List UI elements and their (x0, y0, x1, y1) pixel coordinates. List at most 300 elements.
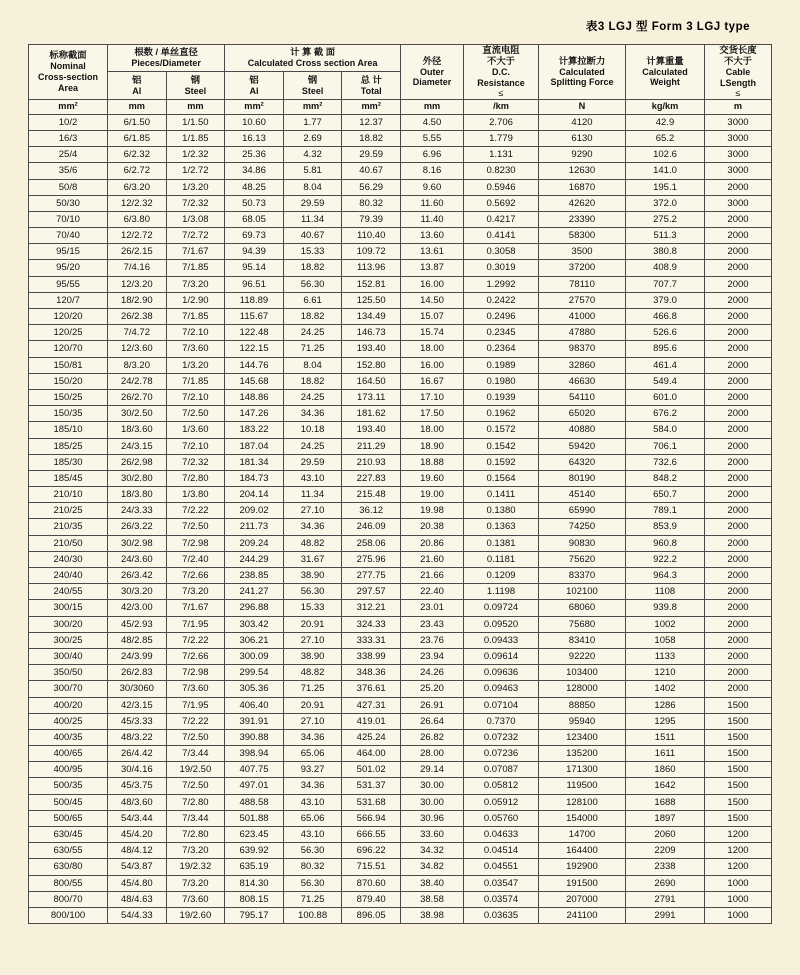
table-cell: 185/10 (29, 422, 108, 438)
table-cell: 814.30 (225, 875, 284, 891)
table-cell: 65.06 (283, 746, 342, 762)
table-cell: 33.60 (401, 827, 464, 843)
table-cell: 43.10 (283, 470, 342, 486)
table-cell: 1511 (626, 729, 705, 745)
table-cell: 95/20 (29, 260, 108, 276)
table-cell: 7/3.60 (166, 681, 225, 697)
table-cell: 800/70 (29, 891, 108, 907)
table-cell: 258.06 (342, 535, 401, 551)
table-cell: 102100 (539, 584, 626, 600)
table-cell: 500/65 (29, 810, 108, 826)
table-cell: 7/3.20 (166, 875, 225, 891)
table-cell: 40880 (539, 422, 626, 438)
table-cell: 30.96 (401, 810, 464, 826)
table-cell: 2000 (705, 535, 772, 551)
table-cell: 48/3.60 (108, 794, 167, 810)
table-cell: 30/2.80 (108, 470, 167, 486)
table-cell: 732.6 (626, 454, 705, 470)
table-cell: 95.14 (225, 260, 284, 276)
table-row (29, 778, 772, 794)
table-cell: 150/81 (29, 357, 108, 373)
table-cell: 0.4141 (464, 228, 539, 244)
table-cell: 30/2.98 (108, 535, 167, 551)
table-cell: 0.8230 (464, 163, 539, 179)
table-cell: 95940 (539, 713, 626, 729)
table-cell: 183.22 (225, 422, 284, 438)
unit-cable-length: m (705, 99, 772, 114)
table-cell: 6/1.85 (108, 130, 167, 146)
table-cell: 800/100 (29, 907, 108, 923)
table-cell: 38.90 (283, 648, 342, 664)
table-cell: 11.34 (283, 211, 342, 227)
table-cell: 113.96 (342, 260, 401, 276)
table-cell: 2000 (705, 487, 772, 503)
table-cell: 56.30 (283, 875, 342, 891)
table-cell: 408.9 (626, 260, 705, 276)
table-cell: 19.00 (401, 487, 464, 503)
table-cell: 244.29 (225, 551, 284, 567)
table-cell: 45140 (539, 487, 626, 503)
table-cell: 18.00 (401, 422, 464, 438)
table-cell: 40.67 (283, 228, 342, 244)
table-cell: 2.69 (283, 130, 342, 146)
table-cell: 427.31 (342, 697, 401, 713)
table-cell: 2000 (705, 632, 772, 648)
table-cell: 164400 (539, 843, 626, 859)
table-cell: 7/2.66 (166, 648, 225, 664)
table-cell: 1500 (705, 697, 772, 713)
table-cell: 20.38 (401, 519, 464, 535)
table-cell: 88850 (539, 697, 626, 713)
table-cell: 2338 (626, 859, 705, 875)
table-cell: 6.96 (401, 147, 464, 163)
table-cell: 38.40 (401, 875, 464, 891)
table-cell: 7/2.80 (166, 794, 225, 810)
table-cell: 2000 (705, 357, 772, 373)
table-cell: 501.88 (225, 810, 284, 826)
table-cell: 240/30 (29, 551, 108, 567)
header-area-al: 铝 Al (225, 72, 284, 99)
table-cell: 10/2 (29, 114, 108, 130)
table-cell: 9290 (539, 147, 626, 163)
table-cell: 65.06 (283, 810, 342, 826)
table-cell: 210/50 (29, 535, 108, 551)
table-cell: 1897 (626, 810, 705, 826)
table-cell: 0.2496 (464, 309, 539, 325)
table-cell: 26.64 (401, 713, 464, 729)
table-cell: 7/2.32 (166, 195, 225, 211)
table-cell: 241100 (539, 907, 626, 923)
table-cell: 34.32 (401, 843, 464, 859)
table-cell: 65020 (539, 406, 626, 422)
table-cell: 185/45 (29, 470, 108, 486)
table-row (29, 147, 772, 163)
table-cell: 0.07104 (464, 697, 539, 713)
table-cell: 488.58 (225, 794, 284, 810)
unit-area-al: mm² (225, 99, 284, 114)
table-row (29, 600, 772, 616)
table-cell: 305.36 (225, 681, 284, 697)
table-cell: 150/25 (29, 389, 108, 405)
unit-area-steel: mm² (283, 99, 342, 114)
table-cell: 148.86 (225, 389, 284, 405)
table-cell: 7/3.44 (166, 810, 225, 826)
table-cell: 22.40 (401, 584, 464, 600)
table-cell: 1/3.20 (166, 179, 225, 195)
table-cell: 3000 (705, 147, 772, 163)
table-row (29, 891, 772, 907)
table-cell: 16.13 (225, 130, 284, 146)
table-cell: 0.09614 (464, 648, 539, 664)
table-cell: 3000 (705, 114, 772, 130)
table-cell: 2000 (705, 519, 772, 535)
table-cell: 48/2.85 (108, 632, 167, 648)
table-body (29, 114, 772, 923)
table-cell: 464.00 (342, 746, 401, 762)
table-cell: 1/2.72 (166, 163, 225, 179)
table-cell: 2000 (705, 211, 772, 227)
table-cell: 584.0 (626, 422, 705, 438)
table-cell: 56.30 (283, 276, 342, 292)
table-cell: 75680 (539, 616, 626, 632)
table-cell: 0.1962 (464, 406, 539, 422)
table-cell: 18.82 (283, 373, 342, 389)
table-cell: 895.6 (626, 341, 705, 357)
table-cell: 0.1980 (464, 373, 539, 389)
table-cell: 210/10 (29, 487, 108, 503)
table-cell: 2000 (705, 373, 772, 389)
table-cell: 26/2.98 (108, 454, 167, 470)
table-cell: 0.1181 (464, 551, 539, 567)
table-cell: 181.62 (342, 406, 401, 422)
table-cell: 1500 (705, 762, 772, 778)
table-cell: 7/2.10 (166, 389, 225, 405)
table-cell: 18.88 (401, 454, 464, 470)
table-cell: 400/35 (29, 729, 108, 745)
table-cell: 2000 (705, 438, 772, 454)
table-cell: 1286 (626, 697, 705, 713)
table-cell: 2000 (705, 600, 772, 616)
table-cell: 8.16 (401, 163, 464, 179)
table-row (29, 713, 772, 729)
table-cell: 2000 (705, 551, 772, 567)
table-cell: 400/25 (29, 713, 108, 729)
table-cell: 466.8 (626, 309, 705, 325)
table-cell: 2690 (626, 875, 705, 891)
table-cell: 3000 (705, 163, 772, 179)
table-cell: 7/3.60 (166, 891, 225, 907)
table-cell: 185/25 (29, 438, 108, 454)
table-cell: 209.24 (225, 535, 284, 551)
table-cell: 18.90 (401, 438, 464, 454)
table-cell: 795.17 (225, 907, 284, 923)
table-cell: 42/3.00 (108, 600, 167, 616)
table-cell: 1/3.08 (166, 211, 225, 227)
table-cell: 0.09636 (464, 665, 539, 681)
table-row (29, 827, 772, 843)
table-cell: 24.25 (283, 325, 342, 341)
table-cell: 191500 (539, 875, 626, 891)
table-cell: 48/4.12 (108, 843, 167, 859)
table-row (29, 438, 772, 454)
table-cell: 120/70 (29, 341, 108, 357)
table-cell: 45/3.33 (108, 713, 167, 729)
table-cell: 71.25 (283, 891, 342, 907)
table-cell: 707.7 (626, 276, 705, 292)
table-cell: 306.21 (225, 632, 284, 648)
table-cell: 4.32 (283, 147, 342, 163)
table-cell: 123400 (539, 729, 626, 745)
unit-outer-diameter: mm (401, 99, 464, 114)
table-cell: 808.15 (225, 891, 284, 907)
table-cell: 27.10 (283, 713, 342, 729)
table-cell: 13.61 (401, 244, 464, 260)
table-cell: 195.1 (626, 179, 705, 195)
table-cell: 870.60 (342, 875, 401, 891)
table-cell: 8.04 (283, 179, 342, 195)
table-cell: 275.2 (626, 211, 705, 227)
table-row (29, 810, 772, 826)
table-cell: 0.07087 (464, 762, 539, 778)
table-cell: 324.33 (342, 616, 401, 632)
table-cell: 501.02 (342, 762, 401, 778)
table-cell: 20.86 (401, 535, 464, 551)
table-cell: 5.55 (401, 130, 464, 146)
table-cell: 0.3058 (464, 244, 539, 260)
table-cell: 171300 (539, 762, 626, 778)
table-cell: 43.10 (283, 827, 342, 843)
table-cell: 56.29 (342, 179, 401, 195)
table-cell: 639.92 (225, 843, 284, 859)
table-cell: 0.05912 (464, 794, 539, 810)
table-cell: 706.1 (626, 438, 705, 454)
table-cell: 16.00 (401, 276, 464, 292)
table-row (29, 503, 772, 519)
table-cell: 630/55 (29, 843, 108, 859)
table-cell: 45/4.80 (108, 875, 167, 891)
table-row (29, 292, 772, 308)
table-cell: 18.82 (283, 309, 342, 325)
table-cell: 109.72 (342, 244, 401, 260)
table-cell: 7/1.85 (166, 309, 225, 325)
table-row (29, 163, 772, 179)
table-cell: 15.07 (401, 309, 464, 325)
table-cell: 16/3 (29, 130, 108, 146)
table-cell: 300/25 (29, 632, 108, 648)
table-cell: 26.91 (401, 697, 464, 713)
table-cell: 7/1.85 (166, 373, 225, 389)
table-cell: 48.82 (283, 665, 342, 681)
table-cell: 0.09433 (464, 632, 539, 648)
table-cell: 922.2 (626, 551, 705, 567)
table-cell: 1.2992 (464, 276, 539, 292)
table-cell: 125.50 (342, 292, 401, 308)
table-cell: 5.81 (283, 163, 342, 179)
table-cell: 0.1939 (464, 389, 539, 405)
table-cell: 11.40 (401, 211, 464, 227)
table-row (29, 762, 772, 778)
table-cell: 27.10 (283, 632, 342, 648)
table-cell: 511.3 (626, 228, 705, 244)
table-cell: 7/3.20 (166, 276, 225, 292)
table-cell: 0.03635 (464, 907, 539, 923)
table-cell: 0.1381 (464, 535, 539, 551)
table-cell: 8/3.20 (108, 357, 167, 373)
table-cell: 146.73 (342, 325, 401, 341)
table-cell: 0.07236 (464, 746, 539, 762)
table-cell: 0.2345 (464, 325, 539, 341)
header-dc-resistance: 直流电阻 不大于 D.C. Resistance ≤ (464, 45, 539, 100)
table-cell: 0.05812 (464, 778, 539, 794)
table-cell: 54110 (539, 389, 626, 405)
table-cell: 80.32 (283, 859, 342, 875)
table-cell: 16.67 (401, 373, 464, 389)
table-cell: 1/3.80 (166, 487, 225, 503)
table-cell: 0.5946 (464, 179, 539, 195)
table-cell: 666.55 (342, 827, 401, 843)
table-cell: 398.94 (225, 746, 284, 762)
table-cell: 6.61 (283, 292, 342, 308)
table-cell: 7/2.50 (166, 729, 225, 745)
table-cell: 715.51 (342, 859, 401, 875)
table-cell: 0.09463 (464, 681, 539, 697)
table-row (29, 406, 772, 422)
table-cell: 0.03574 (464, 891, 539, 907)
table-row (29, 260, 772, 276)
table-cell: 939.8 (626, 600, 705, 616)
table-cell: 2000 (705, 341, 772, 357)
table-cell: 406.40 (225, 697, 284, 713)
table-cell: 2000 (705, 665, 772, 681)
table-row (29, 632, 772, 648)
table-cell: 1000 (705, 875, 772, 891)
table-cell: 0.1989 (464, 357, 539, 373)
table-row (29, 389, 772, 405)
table-cell: 238.85 (225, 568, 284, 584)
table-cell: 207000 (539, 891, 626, 907)
table-cell: 96.51 (225, 276, 284, 292)
table-cell: 30/3.20 (108, 584, 167, 600)
table-cell: 7/3.44 (166, 746, 225, 762)
table-cell: 94.39 (225, 244, 284, 260)
table-cell: 46630 (539, 373, 626, 389)
table-cell: 80.32 (342, 195, 401, 211)
table-cell: 1611 (626, 746, 705, 762)
table-cell: 65990 (539, 503, 626, 519)
table-cell: 0.1572 (464, 422, 539, 438)
table-cell: 120/20 (29, 309, 108, 325)
table-row (29, 325, 772, 341)
header-area-total: 总 计 Total (342, 72, 401, 99)
table-cell: 187.04 (225, 438, 284, 454)
table-cell: 17.10 (401, 389, 464, 405)
table-cell: 630/80 (29, 859, 108, 875)
table-cell: 1108 (626, 584, 705, 600)
table-cell: 300/70 (29, 681, 108, 697)
table-cell: 50/30 (29, 195, 108, 211)
table-cell: 2000 (705, 584, 772, 600)
table-cell: 0.2422 (464, 292, 539, 308)
table-row (29, 487, 772, 503)
table-cell: 0.03547 (464, 875, 539, 891)
table-cell: 14.50 (401, 292, 464, 308)
header-pieces-diameter: 根数 / 单丝直径 Pieces/Diameter (108, 45, 225, 72)
table-cell: 150/20 (29, 373, 108, 389)
table-cell: 56.30 (283, 843, 342, 859)
table-cell: 1200 (705, 843, 772, 859)
table-cell: 7/2.80 (166, 470, 225, 486)
table-cell: 7/3.20 (166, 843, 225, 859)
table-cell: 15.33 (283, 600, 342, 616)
table-cell: 24/2.78 (108, 373, 167, 389)
table-cell: 2000 (705, 406, 772, 422)
table-cell: 7/3.20 (166, 584, 225, 600)
table-cell: 2791 (626, 891, 705, 907)
table-cell: 3500 (539, 244, 626, 260)
table-cell: 75620 (539, 551, 626, 567)
table-cell: 152.81 (342, 276, 401, 292)
table-cell: 145.68 (225, 373, 284, 389)
table-cell: 24.25 (283, 438, 342, 454)
table-cell: 93.27 (283, 762, 342, 778)
header-splitting-force: 计算拉断力 Calculated Splitting Force (539, 45, 626, 100)
table-cell: 7/2.40 (166, 551, 225, 567)
table-cell: 98370 (539, 341, 626, 357)
table-cell: 30.00 (401, 778, 464, 794)
table-cell: 215.48 (342, 487, 401, 503)
table-row (29, 907, 772, 923)
table-row (29, 276, 772, 292)
table-cell: 0.04633 (464, 827, 539, 843)
header-row-units (29, 99, 772, 114)
table-cell: 95/55 (29, 276, 108, 292)
table-cell: 79.39 (342, 211, 401, 227)
table-cell: 209.02 (225, 503, 284, 519)
table-cell: 17.50 (401, 406, 464, 422)
table-cell: 0.05760 (464, 810, 539, 826)
table-row (29, 584, 772, 600)
table-cell: 16.00 (401, 357, 464, 373)
table-cell: 2.706 (464, 114, 539, 130)
table-cell: 45/4.20 (108, 827, 167, 843)
table-cell: 419.01 (342, 713, 401, 729)
table-cell: 6/1.50 (108, 114, 167, 130)
table-cell: 6130 (539, 130, 626, 146)
table-cell: 64320 (539, 454, 626, 470)
table-cell: 18.82 (283, 260, 342, 276)
table-cell: 30/4.16 (108, 762, 167, 778)
table-cell: 20.91 (283, 697, 342, 713)
table-cell: 7/2.50 (166, 519, 225, 535)
table-cell: 303.42 (225, 616, 284, 632)
table-cell: 120/7 (29, 292, 108, 308)
table-cell: 19.60 (401, 470, 464, 486)
table-cell: 964.3 (626, 568, 705, 584)
table-cell: 7/1.95 (166, 616, 225, 632)
table-cell: 531.37 (342, 778, 401, 794)
table-cell: 24.26 (401, 665, 464, 681)
table-cell: 297.57 (342, 584, 401, 600)
unit-weight: kg/km (626, 99, 705, 114)
table-cell: 7/2.98 (166, 535, 225, 551)
table-cell: 7/2.22 (166, 503, 225, 519)
header-area-steel: 钢 Steel (283, 72, 342, 99)
table-cell: 350/50 (29, 665, 108, 681)
table-cell: 299.54 (225, 665, 284, 681)
table-cell: 2000 (705, 470, 772, 486)
table-cell: 54/3.44 (108, 810, 167, 826)
table-cell: 0.1380 (464, 503, 539, 519)
